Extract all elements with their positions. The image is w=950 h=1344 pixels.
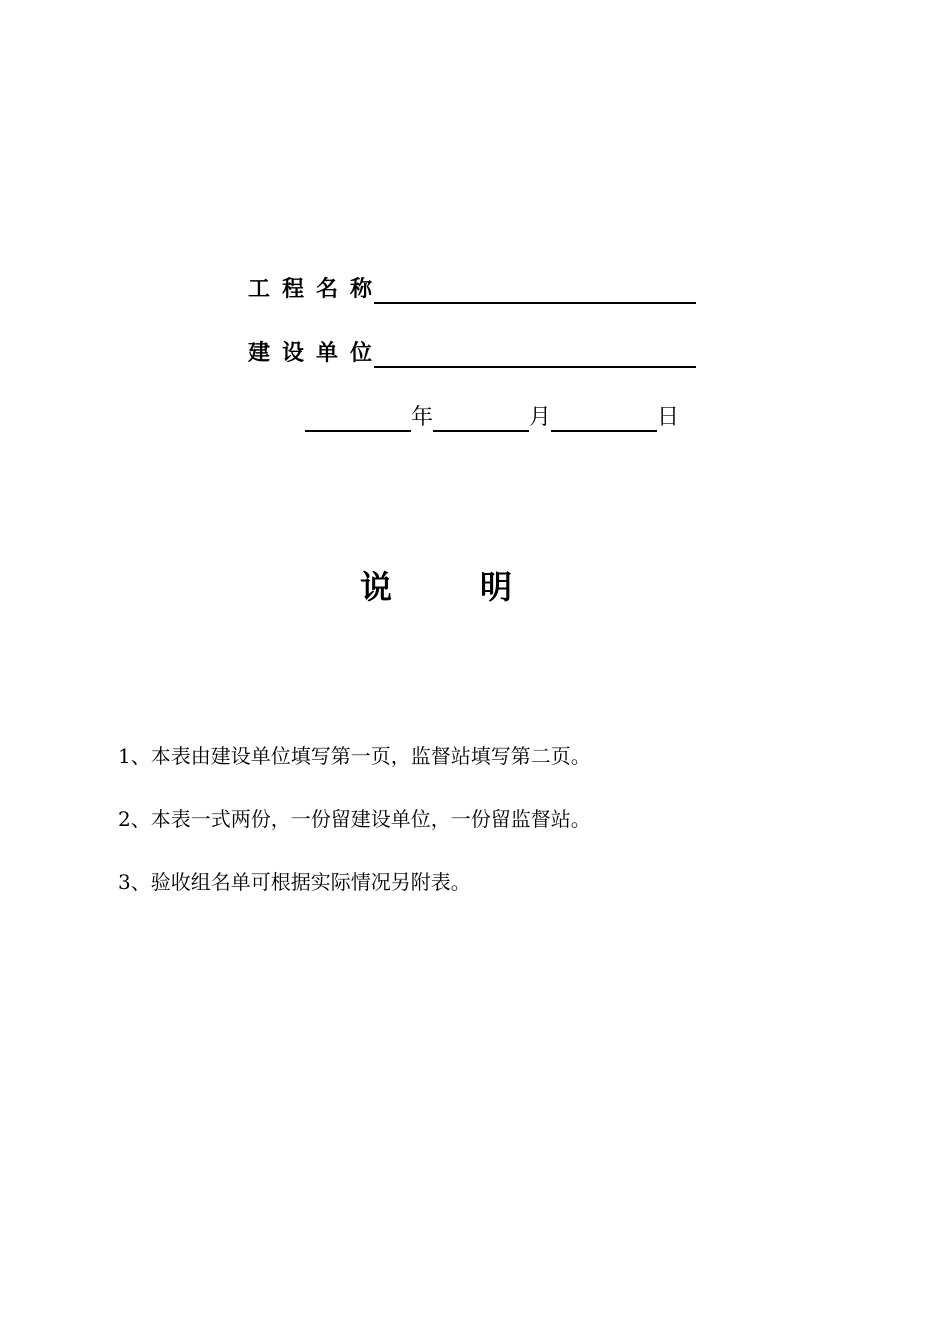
day-label: 日: [657, 405, 680, 430]
project-name-blank: [374, 276, 696, 304]
explanation-title: [360, 565, 512, 609]
builder-blank: [374, 340, 696, 368]
explanation-item-1: 1、本表由建设单位填写第一页，监督站填写第二页。: [118, 744, 591, 768]
explanation-title-left: 说: [360, 568, 393, 606]
day-blank: [551, 404, 657, 432]
builder-label: 建设单位: [248, 341, 385, 366]
explanation-item-2: 2、本表一式两份，一份留建设单位，一份留监督站。: [118, 807, 591, 831]
project-name-row: [248, 272, 696, 304]
project-name-label: 工程名称: [248, 277, 385, 302]
explanation-title-right: 明: [480, 568, 513, 606]
year-label: 年: [411, 405, 434, 430]
year-blank: [305, 404, 411, 432]
month-blank: [433, 404, 529, 432]
builder-row: [248, 336, 696, 368]
date-row: [305, 400, 679, 432]
explanation-item-3: 3、验收组名单可根据实际情况另附表。: [118, 870, 471, 894]
month-label: 月: [529, 405, 552, 430]
